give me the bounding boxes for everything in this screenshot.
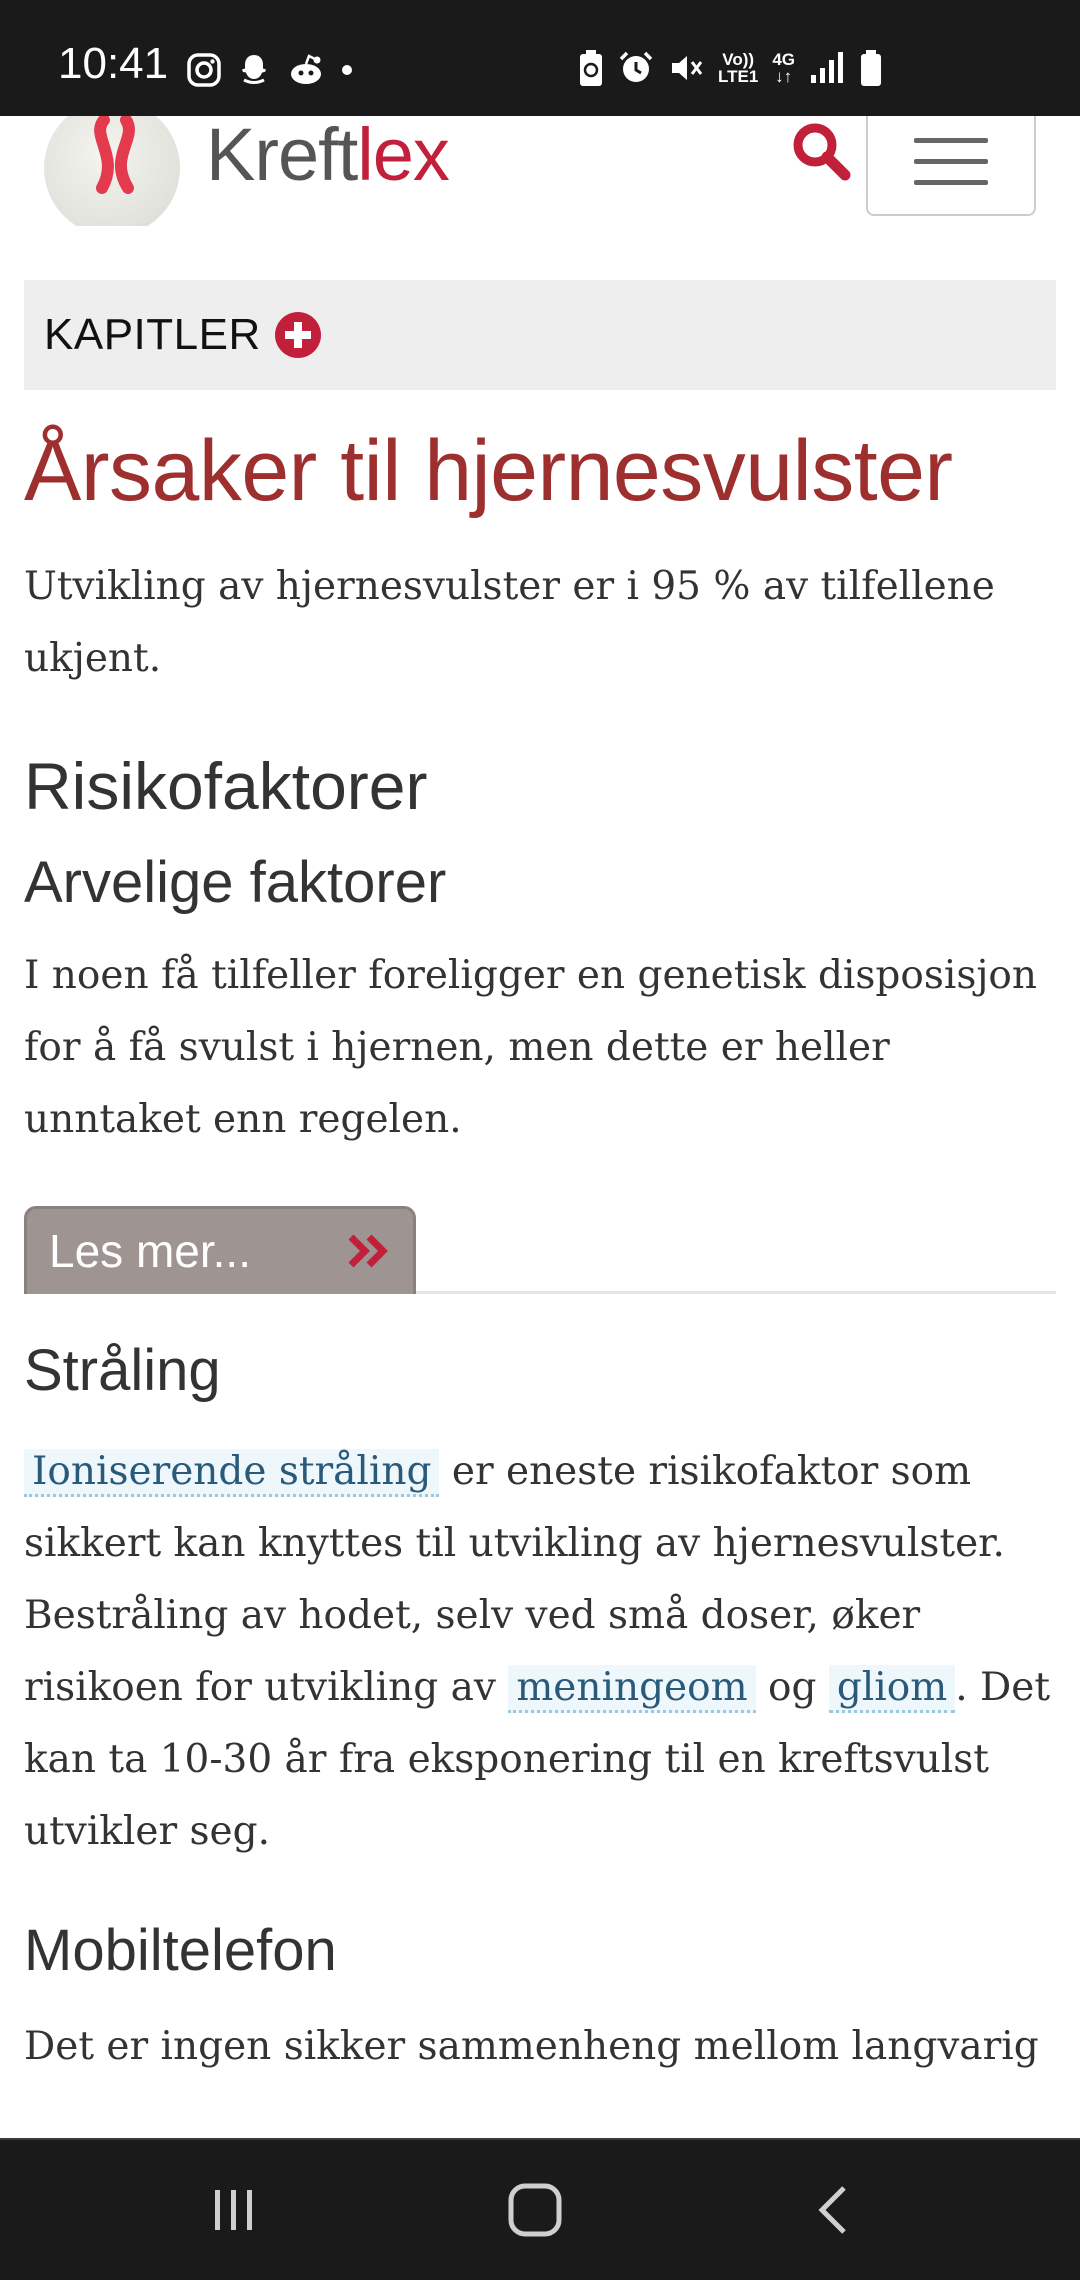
logo-text-primary: Kreft	[206, 116, 358, 196]
home-icon	[505, 2180, 565, 2240]
battery-saver-icon	[578, 46, 604, 90]
mobile-phone-heading: Mobiltelefon	[24, 1917, 337, 1983]
menu-button[interactable]	[866, 116, 1036, 216]
plus-circle-icon	[275, 312, 321, 358]
intro-paragraph: Utvikling av hjernesvulster er i 95 % av tilfellene ukjent.	[24, 564, 995, 682]
term-link-ionizing-radiation[interactable]: Ioniserende stråling	[24, 1449, 439, 1497]
system-navigation-bar	[0, 2138, 1080, 2280]
status-bar	[0, 0, 1080, 116]
volte-icon	[718, 46, 758, 90]
snapchat-icon	[236, 48, 272, 92]
site-header	[0, 116, 1080, 226]
radiation-heading: Stråling	[24, 1337, 221, 1403]
radiation-text-part-2: og	[755, 1664, 829, 1710]
double-chevron-right-icon	[347, 1233, 391, 1269]
status-notification-icons	[186, 48, 354, 92]
hereditary-paragraph: I noen få tilfeller foreligger en genetisk disposisjon for å få svulst i hjernen, men dette er heller unntaket enn regelen.	[24, 952, 1038, 1142]
logo-ribbon-icon	[80, 116, 150, 196]
4g-icon: 4G ↓↑	[772, 50, 795, 86]
network-type-label: 4G	[772, 50, 795, 69]
logo-text-accent: lex	[357, 116, 449, 196]
term-link-glioma[interactable]: gliom	[829, 1665, 955, 1713]
mobile-phone-paragraph: Det er ingen sikker sammenheng mellom langvarig	[24, 2024, 1039, 2070]
article-content	[24, 420, 1060, 2083]
risk-factors-heading: Risikofaktorer	[24, 749, 428, 824]
battery-icon	[859, 46, 883, 90]
read-more-label: Les mer...	[49, 1225, 251, 1278]
radiation-text-part-3: . Det kan ta 10-30 år fra eksponering til en kreftsvulst utvikler seg.	[24, 1664, 1051, 1854]
radiation-paragraph	[24, 1436, 1060, 1868]
back-icon	[808, 2182, 864, 2238]
back-button[interactable]	[796, 2180, 876, 2240]
search-button[interactable]	[786, 116, 856, 186]
search-icon	[789, 119, 853, 183]
volte-bottom-label: LTE1	[718, 67, 759, 86]
signal-icon	[809, 46, 845, 90]
instagram-icon	[186, 48, 222, 92]
page-title: Årsaker til hjernesvulster	[24, 423, 953, 519]
chapters-label: KAPITLER	[44, 310, 261, 359]
alarm-icon	[618, 46, 654, 90]
status-system-icons	[578, 46, 883, 90]
radiation-text-part-1: er eneste risikofaktor som sikkert kan knyttes til utvikling av hjernesvulster. Bestråling av hodet, selv ved små doser, øker risikoen for utvikling av	[24, 1448, 1005, 1710]
term-link-meningioma[interactable]: meningeom	[508, 1665, 755, 1713]
read-more-tab-row	[24, 1206, 1056, 1294]
reddit-icon	[286, 48, 326, 92]
status-time: 10:41	[58, 39, 169, 88]
read-more-button[interactable]	[24, 1206, 416, 1294]
volte-top-label: Vo))	[722, 50, 755, 69]
chapters-toggle[interactable]	[24, 280, 1056, 390]
recents-button[interactable]	[194, 2180, 274, 2240]
logo-wordmark[interactable]	[206, 116, 449, 196]
hereditary-heading: Arvelige faktorer	[24, 850, 447, 916]
home-button[interactable]	[495, 2180, 575, 2240]
mute-icon	[668, 46, 704, 90]
dot-icon	[340, 48, 354, 92]
recents-icon	[206, 2182, 262, 2238]
